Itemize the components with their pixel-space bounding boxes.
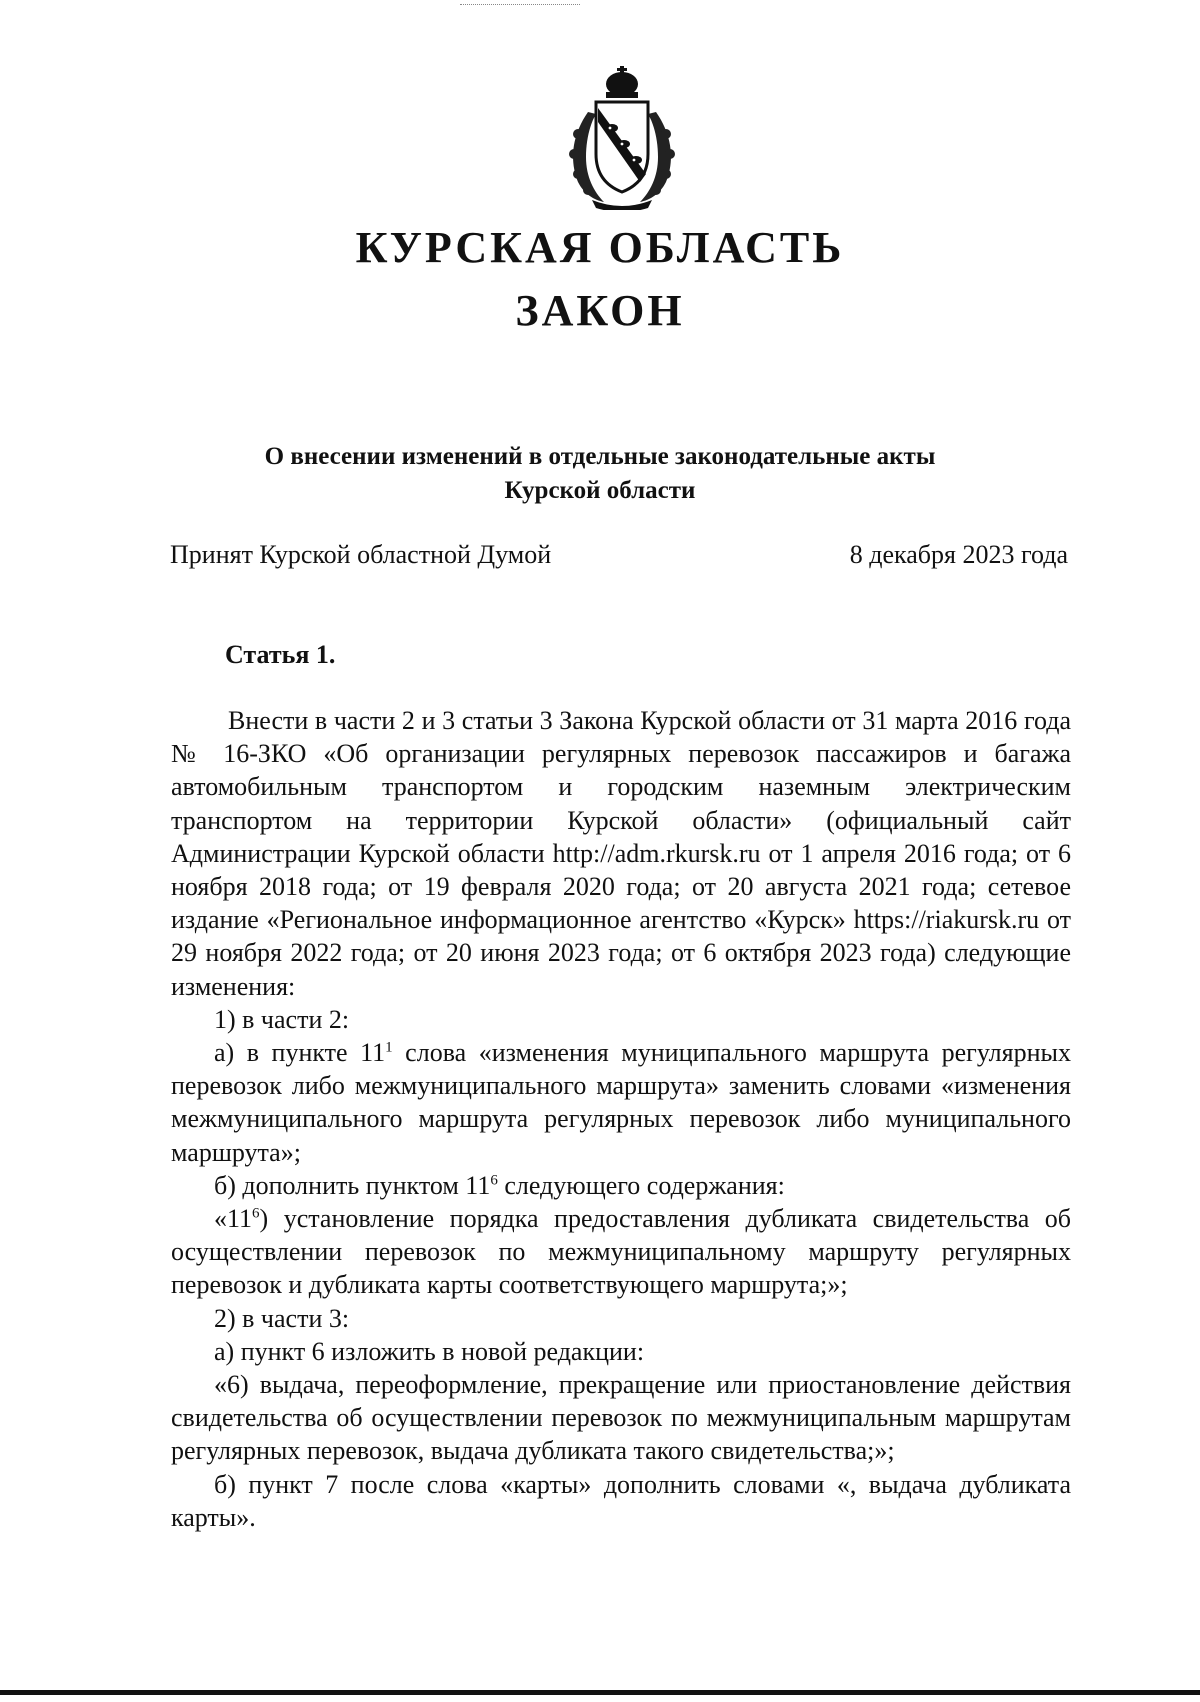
scan-bottom-edge (0, 1690, 1200, 1695)
adoption-date: 8 декабря 2023 года (849, 540, 1068, 569)
item-2: 2) в части 3: (214, 1303, 350, 1333)
region-title: КУРСКАЯ ОБЛАСТЬ (355, 223, 845, 272)
item-2a: а) пункт 6 изложить в новой редакции: (214, 1336, 645, 1366)
article-body (171, 704, 1071, 1534)
item-1b (171, 1169, 1071, 1202)
subject-line-1: О внесении изменений в отдельные законодательные акты (264, 443, 936, 470)
item-1b-quote-post: ) установление порядка предоставления дубликата свидетельства об осуществлении перевозок по межмуниципальному маршруту регулярных перевозок и дубликата карты соответствующего маршрута;»; (171, 1204, 1071, 1300)
item-1b-quote (171, 1202, 1071, 1302)
scan-mark (460, 4, 580, 6)
item-1a-sup: 1 (385, 1039, 393, 1056)
coat-of-arms-icon (548, 62, 696, 210)
item-1a-pre: а) в пункте 11 (214, 1038, 386, 1068)
item-1b-quote-pre: «11 (214, 1204, 253, 1234)
item-1: 1) в части 2: (214, 1004, 350, 1034)
article-intro: Внести в части 2 и 3 статьи 3 Закона Курской области от 31 марта 2016 года № 16-ЗКО «Об организации регулярных перевозок пассажиров и багажа автомобильным транспортом и городским наземным электрическим транспортом на территории Курской области» (официальный сайт Администрации Курской области http://adm.rkursk.ru от 1 апреля 2016 года; от 6 ноября 2018 года; от 19 февраля 2020 года; от 20 августа 2021 года; сетевое издание «Региональное информационное агентство «Курск» https://riakursk.ru от 29 ноября 2022 года; от 20 июня 2023 года; от 6 октября 2023 года) следующие изменения: (171, 706, 1071, 1001)
item-1a-post: слова «изменения муниципального маршрута регулярных перевозок либо межмуниципального маршрута» заменить словами «изменения межмуниципального маршрута регулярных перевозок либо муниципального маршрута»; (171, 1038, 1072, 1167)
adopted-by: Принят Курской областной Думой (170, 540, 552, 569)
article-heading: Статья 1. (225, 640, 336, 669)
item-1b-sup: 6 (490, 1172, 498, 1189)
document-subject (160, 440, 1040, 508)
item-1a (171, 1036, 1071, 1169)
item-1b-post: следующего содержания: (497, 1170, 785, 1200)
item-2a-quote: «6) выдача, переоформление, прекращение или приостановление действия свидетельства об осуществлении перевозок по межмуниципальным маршрутам регулярных перевозок, выдача дубликата такого свидетельства;»; (171, 1370, 1071, 1466)
adoption-info (170, 540, 1068, 574)
item-1b-quote-sup: 6 (252, 1205, 260, 1222)
item-2b: б) пункт 7 после слова «карты» дополнить словами «, выдача дубликата карты». (171, 1469, 1071, 1532)
item-1b-pre: б) дополнить пунктом 11 (214, 1170, 491, 1200)
law-title: ЗАКОН (515, 286, 685, 335)
subject-line-2: Курской области (504, 477, 696, 504)
